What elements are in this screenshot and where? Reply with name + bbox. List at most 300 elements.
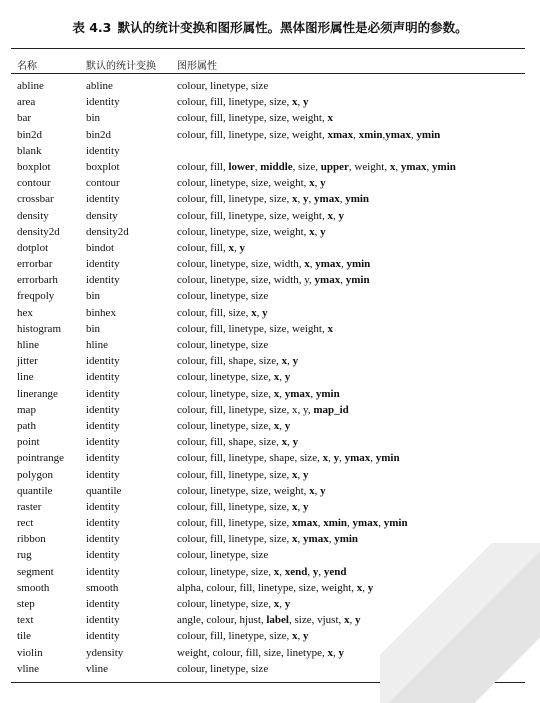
geom-name: path (17, 419, 36, 432)
required-aesthetic: x (327, 322, 333, 335)
table-row (0, 402, 540, 418)
aesthetic-text: , (234, 241, 240, 254)
geom-name: tile (17, 630, 32, 643)
geom-name: abline (17, 80, 44, 92)
header-stat: 默认的统计变换 (86, 61, 156, 72)
required-aesthetic: x (273, 387, 280, 400)
aesthetic-text: colour, fill, linetype, size, (177, 468, 293, 481)
geom-name: step (17, 598, 35, 610)
default-stat: identity (86, 549, 120, 562)
required-aesthetic: ymin (375, 452, 400, 465)
aesthetics (177, 337, 268, 353)
table-row (0, 288, 540, 304)
table-row (0, 515, 540, 531)
required-aesthetic: ymax (303, 533, 329, 546)
required-aesthetic: y (303, 193, 309, 206)
table-row (0, 337, 540, 353)
geom-name: bin2d (17, 128, 43, 141)
aesthetic-text: colour, fill, (177, 241, 229, 254)
required-aesthetic: x (281, 355, 288, 368)
aesthetic-text: colour, fill, linetype, shape, size, (177, 452, 323, 465)
aesthetic-text: , (297, 193, 304, 206)
required-aesthetic: y (367, 581, 374, 594)
geom-name: line (17, 371, 34, 384)
required-aesthetic: ymin (383, 517, 408, 530)
caption-text: 默认的统计变换和图形属性。黑体图形属性是必须声明的参数。 (117, 20, 468, 35)
aesthetic-text: colour, linetype, size (177, 662, 269, 675)
default-stat: identity (86, 517, 120, 530)
geom-name: bar (17, 112, 32, 125)
default-stat: identity (86, 258, 120, 271)
required-aesthetic: yend (323, 565, 347, 578)
required-aesthetic: ymax (352, 517, 379, 530)
aesthetic-text: colour, linetype, size (177, 339, 269, 351)
aesthetics (177, 288, 268, 304)
aesthetic-text: , (287, 355, 293, 368)
table-row (0, 305, 540, 321)
default-stat: identity (86, 193, 120, 206)
aesthetic-text: , (254, 160, 261, 173)
required-aesthetic: x (327, 209, 333, 222)
table-row (0, 78, 540, 94)
required-aesthetic: ymax (315, 258, 341, 271)
top-rule (11, 48, 525, 49)
required-aesthetic: ymin (432, 160, 456, 173)
default-stat: identity (86, 96, 120, 109)
aesthetic-text: colour, linetype, size (177, 80, 269, 92)
geom-name: jitter (17, 355, 38, 368)
required-aesthetic: middle (260, 160, 293, 173)
header-aes: 图形属性 (177, 61, 217, 72)
required-aesthetic: y (333, 452, 340, 465)
aesthetic-text: , (349, 614, 355, 627)
default-stat: density (86, 209, 118, 222)
table-label: 表 4.3 (72, 20, 112, 35)
required-aesthetic: x (281, 436, 288, 449)
aesthetic-text: colour, fill, shape, size, (177, 436, 282, 449)
geom-name: vline (17, 662, 39, 675)
aesthetic-text: , (279, 419, 285, 432)
geom-name: boxplot (17, 160, 51, 173)
default-stat: bindot (86, 241, 115, 254)
default-stat: bin (86, 112, 101, 125)
required-aesthetic: ymax (385, 128, 411, 141)
geom-name: point (17, 436, 40, 449)
table-row (0, 159, 540, 175)
default-stat: density2d (86, 225, 129, 238)
table-row (0, 110, 540, 126)
aesthetic-text: , (332, 646, 339, 659)
required-aesthetic: x (327, 112, 333, 125)
aesthetic-text: , (370, 452, 376, 465)
required-aesthetic: x (309, 484, 315, 497)
required-aesthetic: xmax (292, 517, 318, 530)
required-aesthetic: label (266, 614, 289, 627)
aesthetics (177, 256, 370, 272)
default-stat: quantile (86, 484, 122, 497)
required-aesthetic: x (273, 598, 280, 610)
table-caption (0, 18, 540, 36)
aesthetics (177, 418, 290, 434)
aesthetic-text: , weight, (348, 160, 390, 173)
required-aesthetic: x (344, 614, 350, 627)
header-name: 名称 (17, 61, 37, 72)
aesthetic-text: colour, fill, shape, size, (177, 355, 282, 368)
required-aesthetic: ymin (315, 387, 340, 400)
geom-name: area (17, 96, 36, 109)
default-stat: abline (86, 80, 113, 92)
aesthetics (177, 94, 309, 110)
aesthetic-text: , (395, 160, 401, 173)
default-stat: identity (86, 533, 120, 546)
default-stat: identity (86, 500, 120, 513)
aesthetic-text: colour, linetype, size, (177, 419, 274, 432)
geom-name: violin (17, 646, 43, 659)
required-aesthetic: y (262, 306, 268, 319)
table-row (0, 321, 540, 337)
aesthetics (177, 127, 440, 143)
geom-name: ribbon (17, 533, 46, 546)
default-stat: bin2d (86, 128, 112, 141)
aesthetic-text: colour, fill, linetype, size, (177, 533, 293, 546)
table-row (0, 434, 540, 450)
required-aesthetic: y (338, 646, 344, 659)
aesthetic-text: colour, fill, linetype, size, weight, (177, 209, 328, 222)
default-stat: ydensity (86, 646, 124, 659)
aesthetic-text: colour, fill, linetype, size, weight, (177, 128, 328, 141)
required-aesthetic: ymax (284, 387, 311, 400)
geom-name: freqpoly (17, 290, 55, 303)
aesthetics (177, 564, 346, 580)
aesthetic-text: colour, linetype, size, weight, (177, 177, 310, 190)
aesthetics (177, 580, 373, 596)
default-stat: identity (86, 468, 120, 481)
table-header (0, 57, 540, 71)
aesthetic-text: , (314, 225, 321, 238)
aesthetics (177, 240, 245, 256)
required-aesthetic: x (322, 452, 329, 465)
required-aesthetic: y (284, 419, 291, 432)
required-aesthetic: xmin (358, 128, 383, 141)
geom-name: histogram (17, 322, 61, 335)
geom-name: segment (17, 565, 54, 578)
aesthetics (177, 612, 361, 628)
required-aesthetic: ymin (345, 193, 370, 206)
geom-name: density2d (17, 225, 60, 238)
required-aesthetic: y (303, 468, 309, 481)
required-aesthetic: ymax (314, 274, 341, 287)
required-aesthetic: ymax (400, 160, 427, 173)
default-stat: bin (86, 322, 101, 335)
geom-name: contour (17, 177, 51, 190)
aesthetic-text: colour, linetype, size (177, 549, 269, 562)
default-stat: vline (86, 662, 108, 675)
required-aesthetic: x (309, 177, 315, 190)
aesthetic-text: , (339, 452, 345, 465)
aesthetic-text: , (353, 128, 359, 141)
aesthetic-text: weight, colour, fill, size, linetype, (177, 646, 328, 659)
table-row (0, 353, 540, 369)
aesthetic-text: , (314, 177, 321, 190)
default-stat: identity (86, 630, 120, 643)
aesthetics (177, 596, 290, 612)
aesthetics (177, 353, 298, 369)
aesthetics (177, 531, 358, 547)
default-stat: bin (86, 290, 101, 303)
required-aesthetic: xmin (323, 517, 348, 530)
table-row (0, 175, 540, 191)
aesthetic-text: colour, linetype, size, (177, 387, 274, 400)
aesthetics (177, 434, 298, 450)
required-aesthetic: x (273, 565, 280, 578)
aesthetic-text: colour, linetype, size, width, y, (177, 274, 315, 287)
required-aesthetic: y (284, 598, 291, 610)
aesthetic-text: , (317, 517, 324, 530)
aesthetic-text: colour, linetype, size, (177, 565, 274, 578)
table-row (0, 418, 540, 434)
geom-name: dotplot (17, 241, 49, 254)
required-aesthetic: x (292, 533, 298, 546)
required-aesthetic: x (304, 258, 310, 271)
geom-name: quantile (17, 484, 53, 497)
aesthetic-text: colour, fill, linetype, size, (177, 517, 293, 530)
geom-name: map (17, 403, 36, 416)
required-aesthetic: map_id (313, 403, 349, 416)
table-row (0, 127, 540, 143)
required-aesthetic: x (251, 306, 257, 319)
required-aesthetic: x (389, 160, 396, 173)
aesthetics (177, 467, 309, 483)
aesthetic-text: , (297, 500, 304, 513)
geom-name: polygon (17, 468, 54, 481)
required-aesthetic: ymax (344, 452, 371, 465)
table-row (0, 483, 540, 499)
aesthetic-text: colour, linetype, size, width, (177, 258, 305, 271)
table-row (0, 191, 540, 207)
default-stat: identity (86, 598, 120, 610)
default-stat: binhex (86, 306, 116, 319)
required-aesthetic: y (320, 177, 326, 190)
required-aesthetic: y (338, 209, 344, 222)
aesthetic-text: , (297, 630, 304, 643)
aesthetics (177, 191, 369, 207)
geom-name: rug (17, 549, 32, 562)
aesthetic-text: , (318, 565, 324, 578)
table-row (0, 240, 540, 256)
default-stat: hline (86, 339, 108, 351)
default-stat: identity (86, 403, 120, 416)
required-aesthetic: lower (228, 160, 255, 173)
aesthetics (177, 499, 309, 515)
default-stat: boxplot (86, 160, 120, 173)
geom-name: hex (17, 306, 33, 319)
aesthetic-text: , (297, 533, 304, 546)
aesthetic-text: , (279, 387, 285, 400)
required-aesthetic: ymin (345, 274, 370, 287)
aesthetic-text: colour, fill, linetype, size, (177, 630, 293, 643)
aesthetic-text: , (347, 517, 353, 530)
default-stat: contour (86, 177, 120, 190)
aesthetic-text: , (362, 581, 368, 594)
required-aesthetic: y (284, 371, 291, 384)
aesthetic-text: , (279, 371, 285, 384)
aesthetic-text: , size, (292, 160, 321, 173)
geom-name: crossbar (17, 193, 54, 206)
required-aesthetic: x (292, 193, 298, 206)
required-aesthetic: y (303, 630, 309, 643)
required-aesthetic: x (327, 646, 333, 659)
table-row (0, 369, 540, 385)
aesthetics (177, 208, 344, 224)
default-stat: identity (86, 387, 120, 400)
aesthetic-text: colour, fill, (177, 160, 229, 173)
geom-name: raster (17, 500, 42, 513)
default-stat: identity (86, 355, 120, 368)
aesthetic-text: alpha, colour, fill, linetype, size, weight, (177, 581, 357, 594)
default-stat: identity (86, 436, 120, 449)
aesthetics (177, 547, 268, 563)
default-stat: identity (86, 144, 120, 157)
aesthetic-text: , (426, 160, 433, 173)
table-row (0, 450, 540, 466)
aesthetic-text: , size, vjust, (289, 614, 344, 627)
required-aesthetic: x (292, 500, 298, 513)
required-aesthetic: xend (284, 565, 308, 578)
required-aesthetic: x (292, 468, 298, 481)
aesthetic-text: colour, fill, linetype, size, weight, (177, 112, 328, 125)
aesthetics (177, 305, 268, 321)
aesthetics (177, 159, 456, 175)
aesthetic-text: , (328, 533, 335, 546)
required-aesthetic: y (303, 500, 309, 513)
geom-name: linerange (17, 387, 58, 400)
aesthetic-text: colour, linetype, size, weight, (177, 225, 310, 238)
watermark (380, 543, 540, 703)
geom-name: errorbarh (17, 274, 58, 287)
aesthetics (177, 272, 370, 288)
aesthetic-text: , (308, 193, 315, 206)
required-aesthetic: ymax (314, 193, 340, 206)
aesthetic-text: , (297, 468, 304, 481)
aesthetic-text: angle, colour, hjust, (177, 614, 267, 627)
aesthetic-text: , (256, 306, 263, 319)
required-aesthetic: ymin (416, 128, 441, 141)
aesthetics (177, 321, 333, 337)
table-row (0, 143, 540, 159)
aesthetic-text: colour, linetype, size, (177, 371, 274, 384)
aesthetic-text: , (279, 598, 285, 610)
aesthetic-text: colour, fill, linetype, size, weight, (177, 322, 328, 335)
aesthetic-text: , (340, 274, 346, 287)
aesthetics (177, 450, 400, 466)
default-stat: identity (86, 565, 120, 578)
aesthetic-text: , (309, 258, 316, 271)
geom-name: density (17, 209, 49, 222)
aesthetic-text: , (287, 436, 293, 449)
default-stat: identity (86, 614, 120, 627)
table-row (0, 94, 540, 110)
aesthetic-text: colour, fill, linetype, size, (177, 193, 293, 206)
required-aesthetic: y (292, 355, 299, 368)
required-aesthetic: upper (320, 160, 349, 173)
aesthetics (177, 515, 408, 531)
aesthetic-text: colour, fill, size, (177, 306, 252, 319)
aesthetics (177, 78, 268, 94)
default-stat: identity (86, 274, 120, 287)
required-aesthetic: xmax (327, 128, 354, 141)
aesthetic-text: colour, linetype, size, weight, (177, 484, 310, 497)
geom-name: text (17, 614, 34, 627)
aesthetic-text: , (340, 258, 347, 271)
required-aesthetic: x (292, 630, 298, 643)
aesthetics (177, 175, 326, 191)
table-row (0, 272, 540, 288)
default-stat: identity (86, 452, 120, 465)
required-aesthetic: y (320, 484, 326, 497)
default-stat: identity (86, 419, 120, 432)
required-aesthetic: y (292, 436, 299, 449)
required-aesthetic: ymin (346, 258, 371, 271)
required-aesthetic: y (303, 96, 309, 109)
geom-name: rect (17, 517, 34, 530)
aesthetic-text: , (332, 209, 339, 222)
aesthetic-text: colour, fill, linetype, size, x, y, (177, 403, 314, 416)
aesthetics (177, 661, 268, 677)
required-aesthetic: x (273, 371, 280, 384)
aesthetics (177, 483, 326, 499)
required-aesthetic: x (356, 581, 363, 594)
required-aesthetic: x (228, 241, 234, 254)
aesthetics (177, 110, 333, 126)
aesthetic-text: , (410, 128, 417, 141)
default-stat: identity (86, 371, 120, 384)
geom-name: hline (17, 339, 39, 351)
aesthetic-text: colour, linetype, size, (177, 598, 274, 610)
required-aesthetic: y (320, 225, 326, 238)
aesthetic-text: , (339, 193, 346, 206)
aesthetics (177, 402, 349, 418)
required-aesthetic: y (239, 241, 245, 254)
required-aesthetic: y (355, 614, 361, 627)
aesthetic-text: , (378, 517, 384, 530)
table-row (0, 386, 540, 402)
aesthetic-text: colour, fill, linetype, size, (177, 500, 293, 513)
aesthetics (177, 628, 309, 644)
aesthetic-text: colour, fill, linetype, size, (177, 96, 293, 109)
aesthetic-text: , (297, 96, 304, 109)
aesthetic-text: , (307, 565, 313, 578)
table-row (0, 256, 540, 272)
aesthetic-text: , (310, 387, 316, 400)
aesthetic-text: colour, linetype, size (177, 290, 269, 303)
table-row (0, 499, 540, 515)
aesthetics (177, 224, 326, 240)
aesthetics (177, 369, 290, 385)
required-aesthetic: ymin (334, 533, 359, 546)
required-aesthetic: y (312, 565, 319, 578)
geom-name: pointrange (17, 452, 65, 465)
aesthetics (177, 386, 340, 402)
geom-name: errorbar (17, 258, 53, 271)
table-row (0, 224, 540, 240)
aesthetics (177, 645, 344, 661)
table-row (0, 208, 540, 224)
aesthetic-text: , (328, 452, 334, 465)
required-aesthetic: x (309, 225, 315, 238)
geom-name: smooth (17, 581, 50, 594)
aesthetic-text: , (314, 484, 321, 497)
aesthetic-text: , (279, 565, 285, 578)
